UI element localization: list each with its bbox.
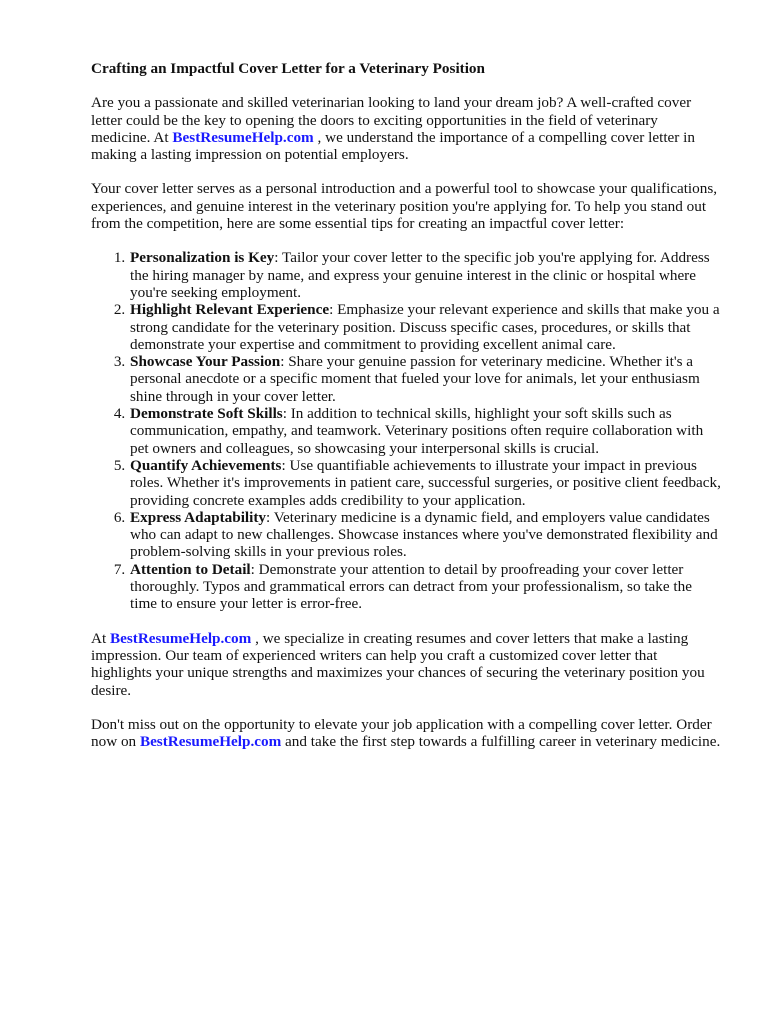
intro-bestresumehelp-link[interactable]: BestResumeHelp.com: [172, 128, 314, 146]
tip-term: Quantify Achievements: [130, 456, 282, 474]
tip-text: : Emphasize your relevant experience and skills that make you a strong candidate for the veterinary position. Discuss specific cases, procedures, or skills that demonstrate your expertise and commitment to providing excellent animal care.: [130, 301, 720, 353]
document-page: [91, 60, 721, 767]
tip-term: Express Adaptability: [130, 508, 267, 526]
closing-text-after: and take the first step towards a fulfilling career in veterinary medicine.: [281, 733, 721, 751]
tip-item: [129, 509, 721, 561]
tips-list: [91, 249, 721, 612]
tip-item: [129, 353, 721, 405]
tip-item: [129, 405, 721, 457]
intro-text-before: Are you a passionate and skilled veterinarian looking to land your dream job? A well-crafted cover letter could be the key to opening the doors to exciting opportunities in the field of veterinary medicine. At: [91, 94, 692, 146]
closing-text-before: Don't miss out on the opportunity to elevate your job application with a compelling cover letter. Order now on: [91, 715, 712, 751]
tip-term: Showcase Your Passion: [130, 353, 281, 371]
services-text-after: , we specialize in creating resumes and cover letters that make a lasting impression. Our team of experienced writers can help you craft a customized cover letter that highlights your unique strengths and maximizes your chances of securing the veterinary position you desire.: [91, 629, 705, 699]
tip-text: : Share your genuine passion for veterinary medicine. Whether it's a personal anecdote or a specific moment that fueled your love for animals, let your enthusiasm shine through in your cover letter.: [130, 353, 700, 405]
intro-paragraph: [91, 94, 721, 163]
tip-item: [129, 561, 721, 613]
tip-item: [129, 249, 721, 301]
services-bestresumehelp-link[interactable]: BestResumeHelp.com: [109, 629, 252, 647]
tip-text: : Tailor your cover letter to the specific job you're applying for. Address the hiring manager by name, and express your genuine interest in the clinic or hospital where you're seeking employment.: [130, 249, 710, 301]
tip-item: [129, 457, 721, 509]
services-paragraph: [91, 630, 721, 699]
tip-term: Personalization is Key: [130, 249, 275, 267]
tip-text: : Veterinary medicine is a dynamic field, and employers value candidates who can adapt to new challenges. Showcase instances where you've demonstrated flexibility and problem-solving skills in your previous roles.: [130, 508, 718, 561]
services-text-before: At: [91, 629, 110, 647]
tip-text: : Use quantifiable achievements to illustrate your impact in previous roles. Whether it's improvements in patient care, successful surgeries, or positive client feedback, providing concrete examples adds credibility to your application.: [130, 456, 721, 509]
tip-item: [129, 301, 721, 353]
document-title: Crafting an Impactful Cover Letter for a Veterinary Position: [91, 60, 485, 77]
intro-text-after: , we understand the importance of a compelling cover letter in making a lasting impression on potential employers.: [91, 128, 695, 164]
tip-term: Demonstrate Soft Skills: [130, 405, 283, 423]
tip-term: Highlight Relevant Experience: [130, 301, 330, 319]
closing-bestresumehelp-link[interactable]: BestResumeHelp.com: [139, 733, 282, 751]
tip-text: : In addition to technical skills, highlight your soft skills such as communication, empathy, and teamwork. Veterinary positions often require collaboration with pet owners and colleagues, so showcasing your interpersonal skills is crucial.: [130, 405, 704, 457]
closing-paragraph: [91, 716, 721, 751]
tip-term: Attention to Detail: [130, 560, 251, 578]
tip-text: : Demonstrate your attention to detail by proofreading your cover letter thoroughly. Typos and grammatical errors can detract from your professionalism, so take the time to ensure your letter is error-free.: [130, 560, 692, 613]
purpose-paragraph: Your cover letter serves as a personal introduction and a powerful tool to showcase your qualifications, experiences, and genuine interest in the veterinary position you're applying for. To help you stand out from the competition, here are some essential tips for creating an impactful cover letter:: [91, 180, 718, 233]
